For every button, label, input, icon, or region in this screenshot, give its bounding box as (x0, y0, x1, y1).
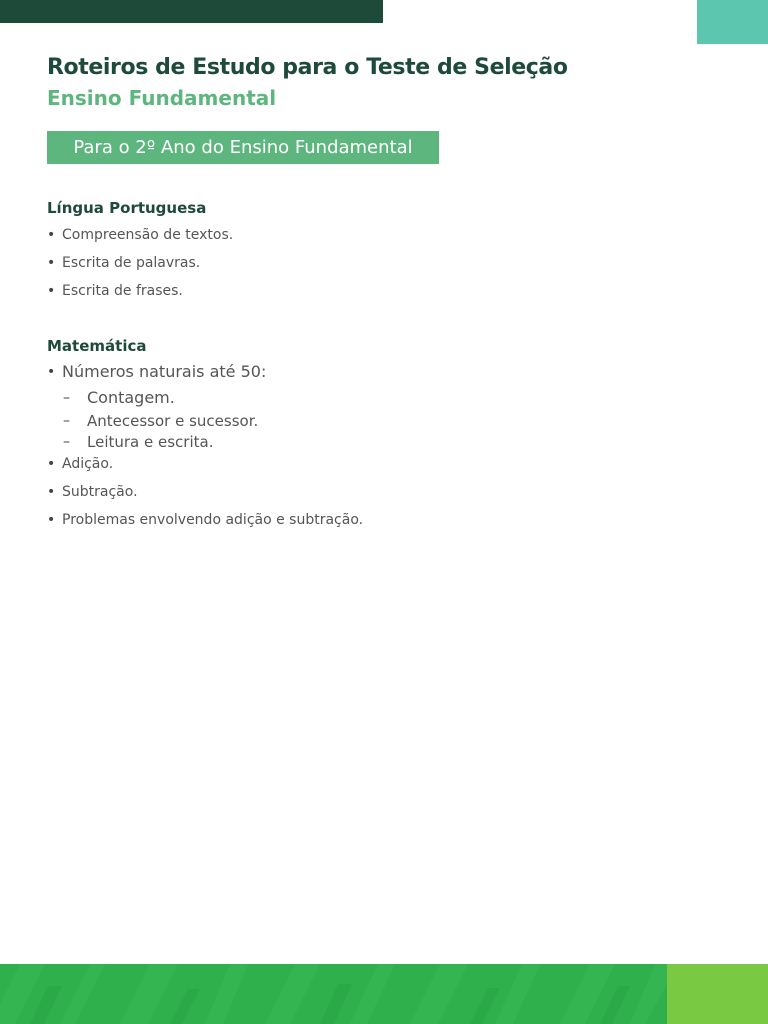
list-item (47, 283, 183, 299)
dash-icon: – (63, 434, 70, 450)
sub-list-item-text: Contagem. (87, 388, 175, 407)
grade-banner-label: Para o 2º Ano do Ensino Fundamental (73, 137, 413, 158)
list-item-text: Adição. (62, 456, 114, 472)
dash-icon: – (63, 389, 70, 406)
bullet-icon: • (47, 283, 56, 299)
list-item-text: Escrita de palavras. (62, 255, 201, 271)
dash-icon: – (63, 413, 70, 429)
sub-list-item-text: Leitura e escrita. (87, 433, 214, 451)
list-item-text: Números naturais até 50: (62, 362, 267, 381)
grade-banner (47, 131, 439, 164)
list-item (47, 227, 233, 243)
bullet-icon: • (47, 512, 56, 528)
section-heading-portuguese: Língua Portuguesa (47, 199, 207, 217)
list-item (47, 456, 113, 472)
list-item (47, 512, 363, 528)
top-decorative-bar (0, 0, 383, 23)
bullet-icon: • (47, 456, 56, 472)
bullet-icon: • (47, 255, 56, 271)
sub-list-item (47, 388, 175, 407)
sub-list-item (47, 433, 213, 451)
bullet-icon: • (47, 484, 56, 500)
list-item-text: Compreensão de textos. (62, 227, 234, 243)
list-item-text: Problemas envolvendo adição e subtração. (62, 512, 364, 528)
list-item-text: Escrita de frases. (62, 283, 183, 299)
list-item-text: Subtração. (62, 484, 138, 500)
sub-list-item-text: Antecessor e sucessor. (87, 412, 259, 430)
footer-pattern-graphic (0, 964, 768, 1024)
page-subtitle: Ensino Fundamental (47, 86, 277, 110)
bullet-icon: • (47, 363, 56, 380)
section-heading-math: Matemática (47, 337, 147, 355)
sub-list-item (47, 412, 258, 430)
list-item (47, 255, 200, 271)
page-title: Roteiros de Estudo para o Teste de Seleção (47, 55, 568, 80)
bullet-icon: • (47, 227, 56, 243)
footer-decorative-band (0, 964, 768, 1024)
list-item (47, 484, 138, 500)
list-item (47, 362, 266, 381)
corner-decorative-block (697, 0, 768, 44)
